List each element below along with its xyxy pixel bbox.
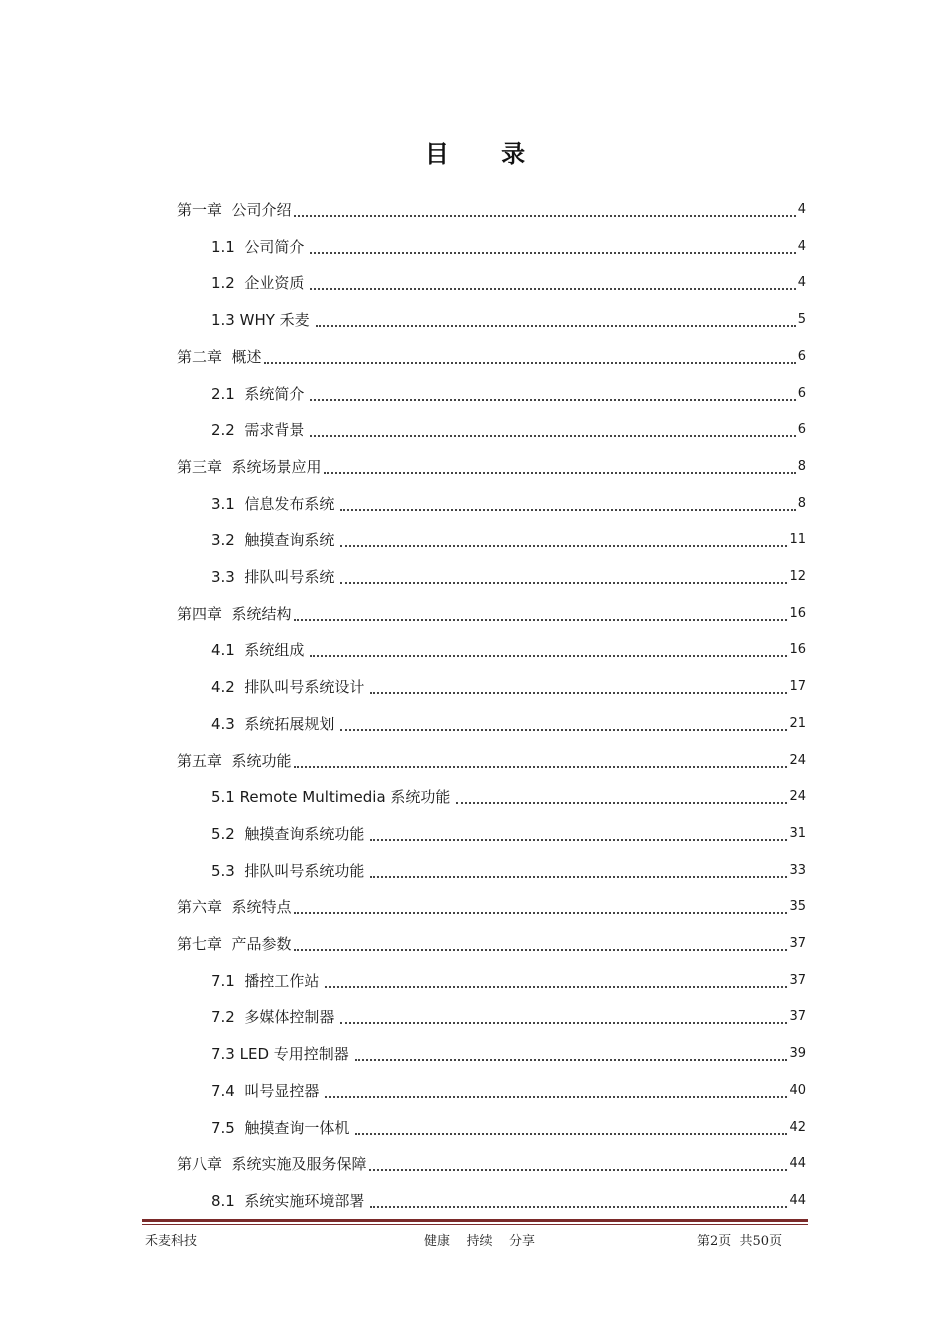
toc-entry-page: 31 [789,825,806,841]
toc-title: 目 录 [424,140,548,168]
toc-entry-page: 11 [789,532,806,548]
toc-entry-label: 5.1 Remote Multimedia 系统功能 [211,788,451,807]
toc-entry-page: 12 [789,569,806,584]
toc-entry-label: 4.3 系统拓展规划 [211,714,335,733]
toc-entry-page: 24 [789,752,806,768]
toc-dot-leader [294,948,788,951]
toc-dot-leader [316,324,796,327]
toc-section-entry[interactable] [211,265,806,301]
toc-entry-page: 8 [797,458,806,474]
toc-entry-page: 37 [789,936,806,951]
toc-entry-label: 第七章 产品参数 [177,935,292,953]
footer-slogan: 健康 持续 分享 [424,1234,536,1249]
toc-dot-leader [340,508,795,511]
toc-section-entry[interactable] [211,229,806,265]
toc-entry-label: 第二章 概述 [177,347,262,366]
toc-dot-leader [340,728,787,731]
toc-dot-leader [370,875,787,878]
toc-dot-leader [340,544,787,547]
toc-entry-label: 2.2 需求背景 [211,421,305,440]
toc-entry-page: 16 [789,642,806,658]
toc-section-entry[interactable] [211,632,806,668]
toc-dot-leader [456,801,787,804]
toc-section-entry[interactable] [211,816,806,852]
toc-entry-page: 44 [789,1156,806,1172]
toc-dot-leader [294,214,796,217]
toc-section-entry[interactable] [211,412,806,448]
toc-entry-label: 1.3 WHY 禾麦 [211,311,310,330]
toc-section-entry[interactable] [211,486,806,522]
toc-chapter-entry[interactable] [177,926,806,962]
toc-chapter-entry[interactable] [177,192,806,228]
toc-section-entry[interactable] [211,522,806,558]
toc-chapter-entry[interactable] [177,449,806,485]
toc-entry-label: 8.1 系统实施环境部署 [211,1191,365,1210]
toc-entry-page: 37 [789,972,806,988]
toc-entry-label: 第三章 系统场景应用 [177,457,322,476]
toc-dot-leader [340,1021,787,1024]
toc-chapter-entry[interactable] [177,1146,806,1182]
toc-dot-leader [325,985,787,988]
footer-rule-thin [142,1224,808,1225]
toc-chapter-entry[interactable] [177,889,806,925]
toc-entry-label: 3.2 触摸查询系统 [211,531,335,550]
toc-section-entry[interactable] [211,669,806,705]
toc-dot-leader [325,1095,787,1098]
toc-dot-leader [310,398,795,401]
toc-entry-page: 33 [789,862,806,878]
toc-section-entry[interactable] [211,1036,806,1072]
toc-section-entry[interactable] [211,302,806,338]
toc-entry-label: 5.3 排队叫号系统功能 [211,861,365,880]
toc-section-entry[interactable] [211,559,806,595]
toc-entry-page: 35 [789,899,806,915]
toc-dot-leader [310,251,795,254]
toc-entry-page: 39 [789,1046,806,1062]
toc-section-entry[interactable] [211,1183,806,1219]
toc-entry-label: 第六章 系统特点 [177,898,292,917]
toc-dot-leader [264,361,796,364]
toc-entry-label: 2.1 系统简介 [211,384,305,403]
toc-dot-leader [310,654,787,657]
toc-entry-label: 3.3 排队叫号系统 [211,568,335,586]
toc-dot-leader [369,1168,788,1171]
toc-dot-leader [310,287,795,290]
toc-entry-label: 第五章 系统功能 [177,751,292,770]
toc-section-entry[interactable] [211,999,806,1035]
toc-dot-leader [310,434,795,437]
footer-company: 禾麦科技 [145,1234,198,1249]
footer-page-number: 第2页 共50页 [697,1234,783,1249]
toc-entry-page: 24 [789,789,806,805]
toc-section-entry[interactable] [211,1110,806,1146]
toc-entry-label: 1.2 企业资质 [211,274,305,293]
toc-dot-leader [294,765,788,768]
toc-entry-label: 1.1 公司简介 [211,237,305,256]
toc-entry-page: 40 [789,1082,806,1098]
toc-entry-page: 5 [797,312,806,328]
toc-dot-leader [294,618,788,621]
toc-chapter-entry[interactable] [177,743,806,779]
toc-entry-label: 7.1 播控工作站 [211,971,320,990]
toc-entry-page: 6 [797,385,806,401]
toc-chapter-entry[interactable] [177,339,806,375]
toc-dot-leader [370,1205,787,1208]
toc-section-entry[interactable] [211,853,806,889]
toc-entry-label: 7.4 叫号显控器 [211,1081,320,1100]
toc-entry-page: 17 [789,679,806,695]
toc-entry-label: 7.3 LED 专用控制器 [211,1045,349,1064]
toc-entry-label: 3.1 信息发布系统 [211,494,335,513]
toc-entry-page: 4 [797,275,806,291]
toc-entry-label: 7.2 多媒体控制器 [211,1008,335,1027]
toc-chapter-entry[interactable] [177,596,806,632]
toc-section-entry[interactable] [211,706,806,742]
toc-dot-leader [340,581,787,584]
toc-dot-leader [324,471,796,474]
toc-entry-label: 第一章 公司介绍 [177,201,292,219]
toc-entry-page: 4 [797,238,806,254]
toc-dot-leader [355,1132,787,1135]
toc-entry-page: 42 [789,1119,806,1135]
toc-entry-label: 第四章 系统结构 [177,604,292,623]
toc-dot-leader [370,838,787,841]
toc-entry-label: 7.5 触摸查询一体机 [211,1118,350,1137]
toc-entry-page: 4 [797,202,806,217]
toc-entry-page: 6 [797,422,806,438]
toc-section-entry[interactable] [211,963,806,999]
footer-rule-thick [142,1219,808,1222]
toc-section-entry[interactable] [211,376,806,412]
toc-dot-leader [355,1058,788,1061]
toc-entry-label: 第八章 系统实施及服务保障 [177,1155,367,1174]
toc-dot-leader [370,691,787,694]
toc-section-entry[interactable] [211,1073,806,1109]
toc-entry-label: 5.2 触摸查询系统功能 [211,824,365,843]
toc-entry-page: 8 [797,495,806,511]
toc-entry-page: 21 [789,715,806,731]
toc-entry-label: 4.2 排队叫号系统设计 [211,678,365,697]
toc-entry-page: 44 [789,1192,806,1208]
toc-entry-page: 6 [797,348,806,364]
toc-dot-leader [294,911,788,914]
toc-section-entry[interactable] [211,779,806,815]
toc-entry-page: 37 [789,1009,806,1025]
toc-entry-label: 4.1 系统组成 [211,641,305,660]
toc-entry-page: 16 [789,605,806,621]
